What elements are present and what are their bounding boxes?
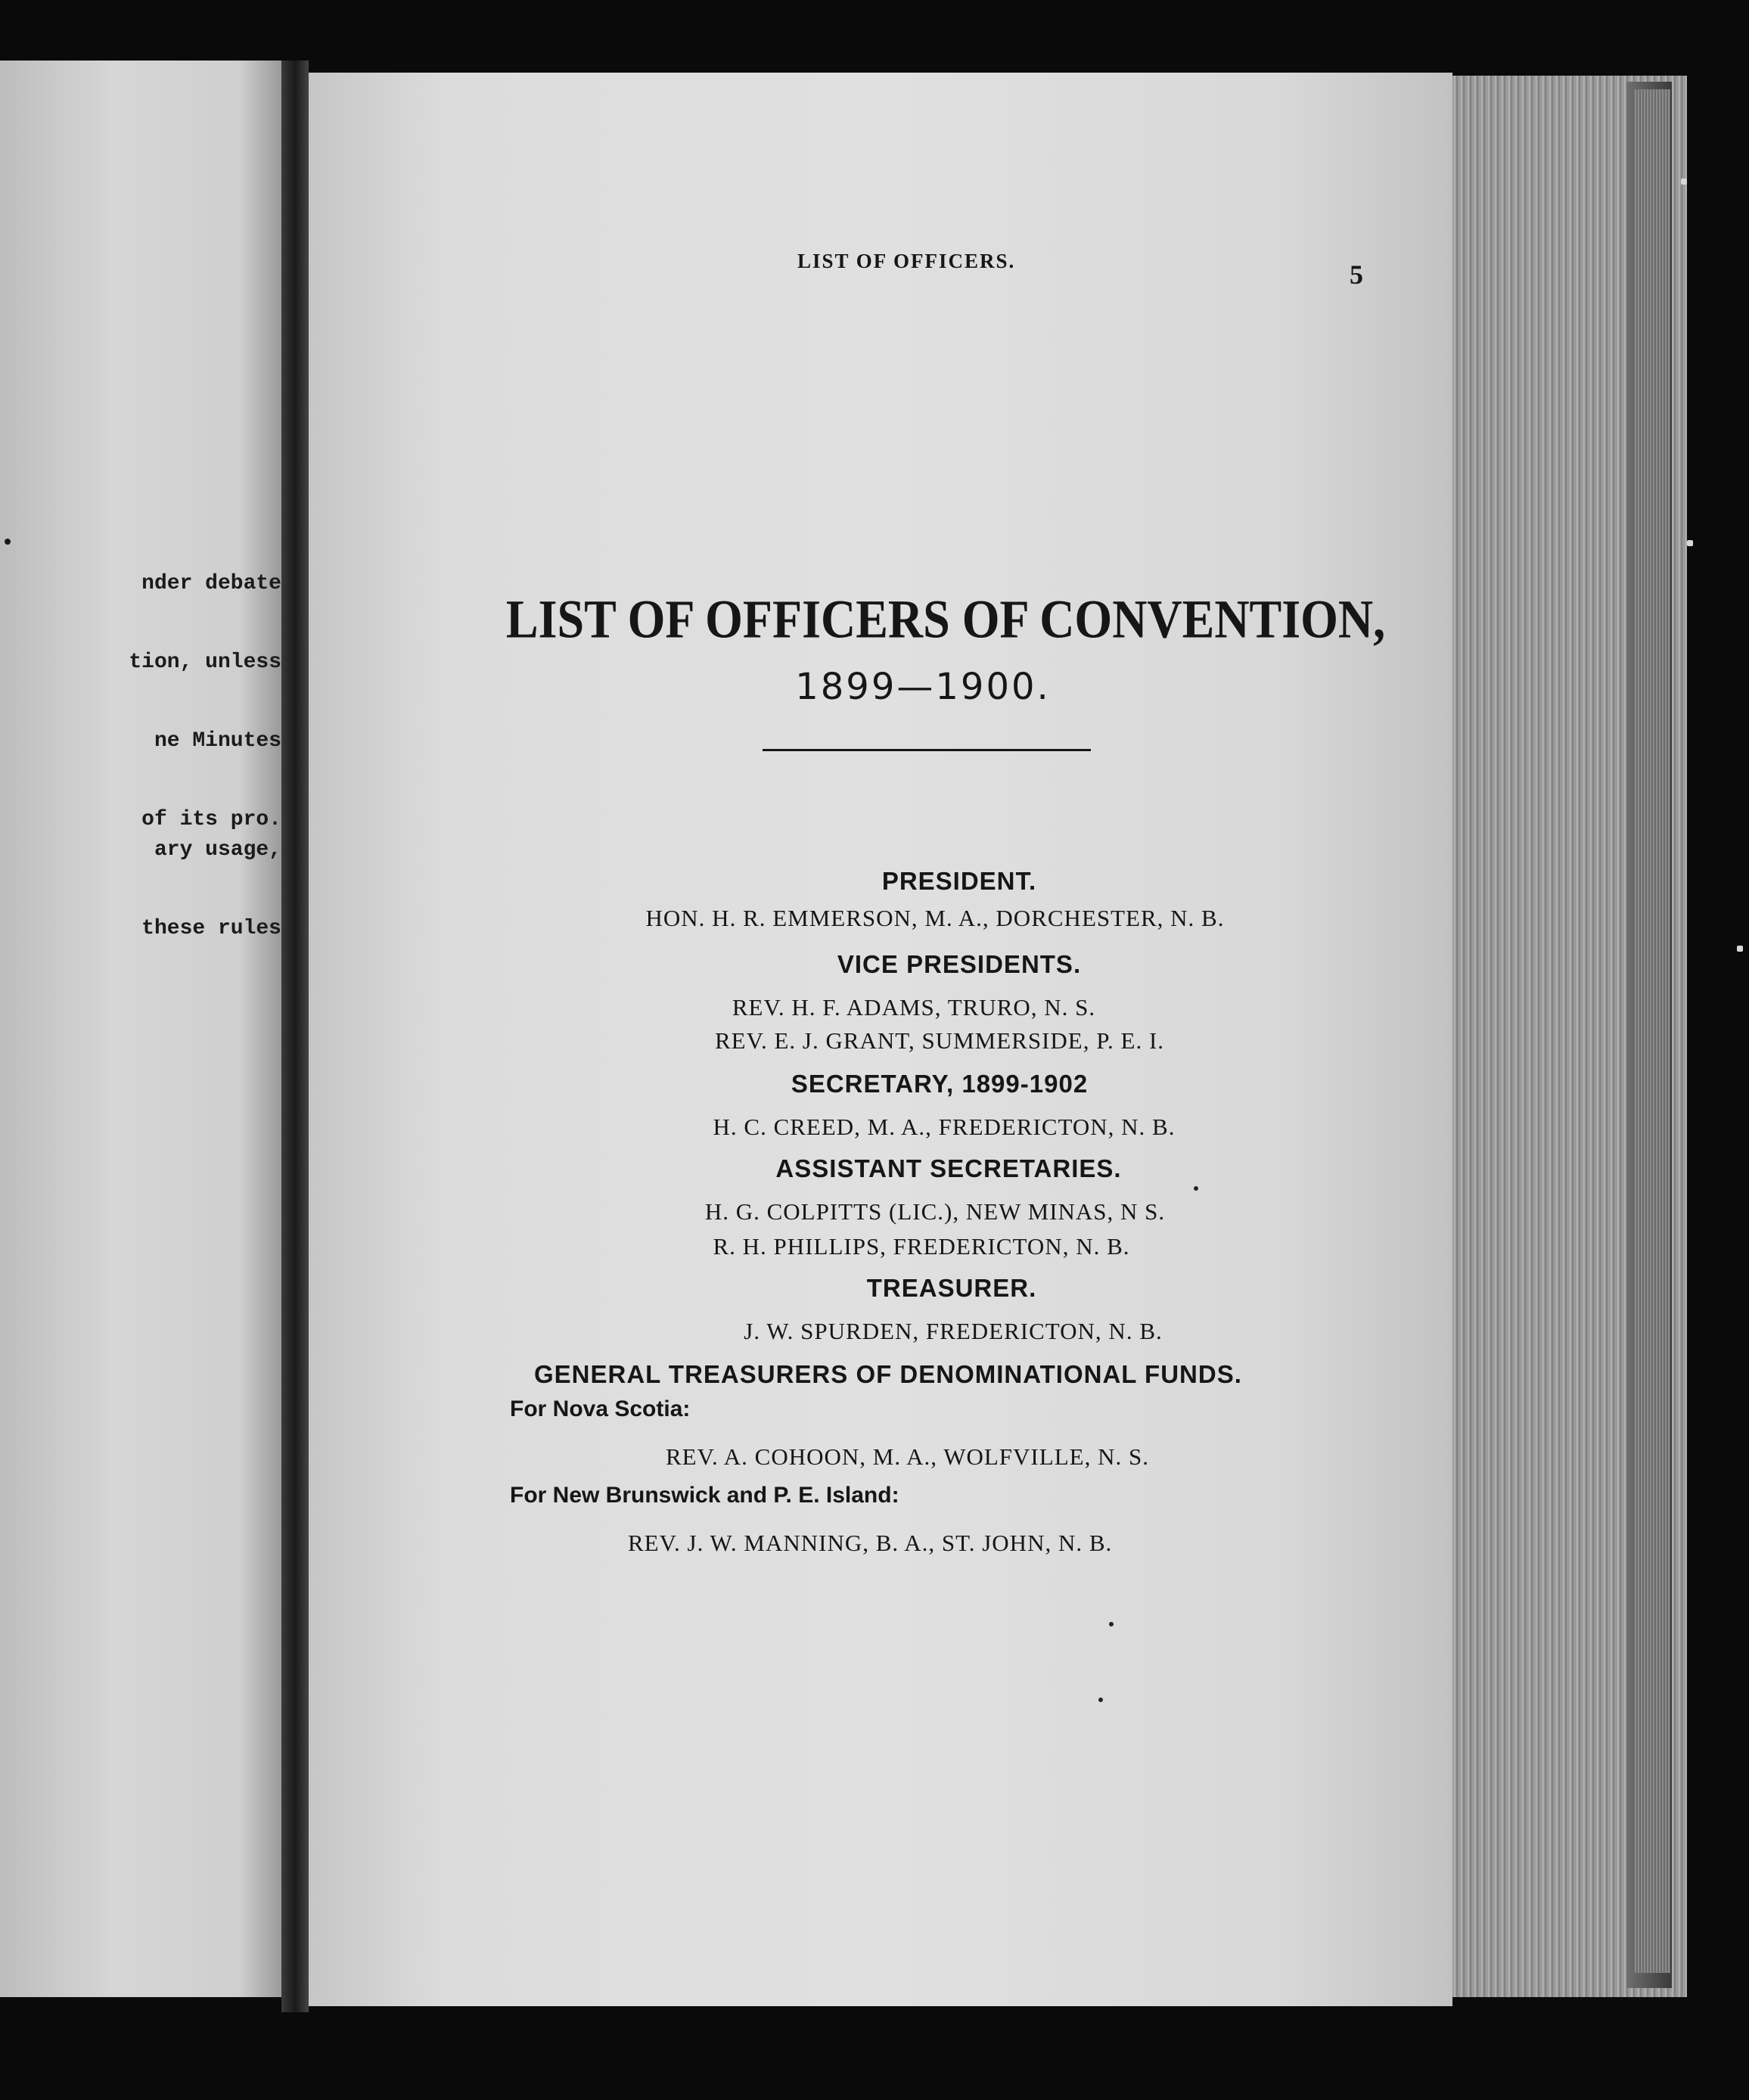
page-years: 1899—1900. bbox=[795, 666, 1051, 708]
book-page bbox=[309, 73, 1452, 2006]
stray-mark bbox=[1737, 946, 1743, 952]
page-title: LIST OF OFFICERS OF CONVENTION, bbox=[505, 589, 1386, 650]
entry-general-treasurer: REV. A. COHOON, M. A., WOLFVILLE, N. S. bbox=[666, 1443, 1149, 1470]
page-number: 5 bbox=[1350, 259, 1363, 290]
heading-president: PRESIDENT. bbox=[881, 867, 1037, 895]
book-gutter bbox=[281, 61, 309, 2012]
ink-speck bbox=[1109, 1622, 1114, 1626]
running-head: LIST OF OFFICERS. bbox=[797, 250, 1016, 272]
facing-page-line: these rules bbox=[141, 917, 281, 940]
entry-general-treasurer: REV. J. W. MANNING, B. A., ST. JOHN, N. B. bbox=[628, 1530, 1113, 1556]
entry-vice-president: REV. E. J. GRANT, SUMMERSIDE, P. E. I. bbox=[714, 1027, 1165, 1054]
heading-assistant-secretaries: ASSISTANT SECRETARIES. bbox=[775, 1154, 1122, 1182]
entry-secretary: H. C. CREED, M. A., FREDERICTON, N. B. bbox=[713, 1114, 1176, 1140]
ink-speck bbox=[1194, 1186, 1198, 1191]
ink-mark bbox=[5, 539, 11, 545]
entry-treasurer: J. W. SPURDEN, FREDERICTON, N. B. bbox=[744, 1318, 1163, 1344]
facing-page-line: tion, unless bbox=[129, 651, 281, 674]
entry-assistant-secretary: H. G. COLPITTS (LIC.), NEW MINAS, N S. bbox=[704, 1198, 1166, 1225]
facing-page-line: of its pro. bbox=[141, 808, 281, 831]
entry-assistant-secretary: R. H. PHILLIPS, FREDERICTON, N. B. bbox=[713, 1233, 1130, 1260]
region-label: For Nova Scotia: bbox=[510, 1396, 691, 1421]
ink-speck bbox=[1098, 1698, 1103, 1702]
page-edges-strip bbox=[1634, 89, 1670, 1973]
entry-president: HON. H. R. EMMERSON, M. A., DORCHESTER, N. B. bbox=[645, 905, 1225, 931]
title-rule bbox=[763, 749, 1091, 751]
entry-vice-president: REV. H. F. ADAMS, TRURO, N. S. bbox=[732, 994, 1096, 1020]
heading-vice-presidents: VICE PRESIDENTS. bbox=[837, 950, 1082, 978]
facing-page bbox=[0, 61, 281, 1997]
stray-mark bbox=[1681, 179, 1687, 185]
heading-treasurer: TREASURER. bbox=[866, 1274, 1037, 1302]
stray-mark bbox=[1687, 540, 1693, 546]
heading-general-treasurers: GENERAL TREASURERS OF DENOMINATIONAL FUNDS. bbox=[534, 1360, 1242, 1388]
region-label: For New Brunswick and P. E. Island: bbox=[510, 1483, 899, 1508]
facing-page-line: nder debate bbox=[141, 572, 281, 595]
facing-page-line: ary usage, bbox=[154, 838, 281, 862]
facing-page-line: ne Minutes bbox=[154, 729, 281, 753]
heading-secretary: SECRETARY, 1899-1902 bbox=[791, 1070, 1089, 1098]
